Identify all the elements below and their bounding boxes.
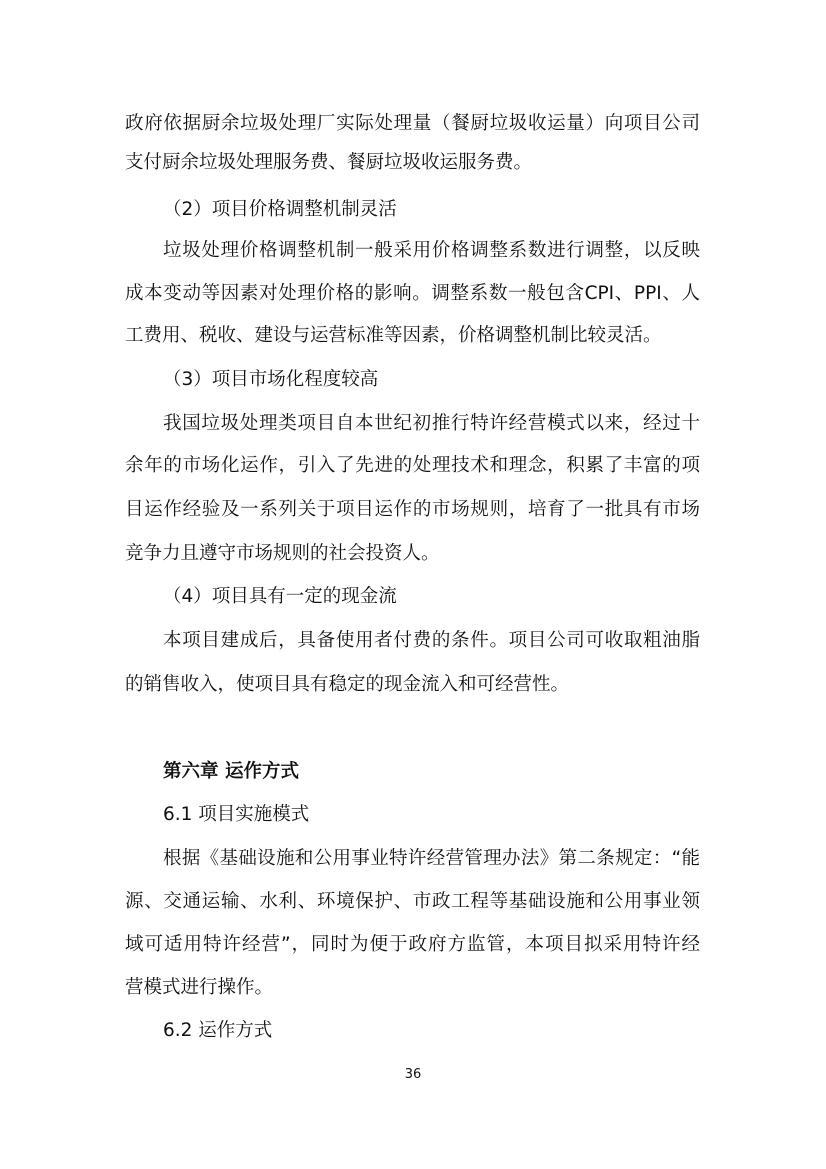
paragraph-line: 我国垃圾处理类项目自本世纪初推行特许经营模式以来，经过十 bbox=[163, 413, 700, 434]
section-heading: 6.2 运作方式 bbox=[163, 1020, 273, 1041]
chapter-heading: 第六章 运作方式 bbox=[163, 761, 299, 782]
paragraph-line: 竞争力且遵守市场规则的社会投资人。 bbox=[125, 543, 440, 564]
paragraph-line: 域可适用特许经营”，同时为便于政府方监管，本项目拟采用特许经 bbox=[125, 934, 700, 955]
paragraph-line: 目运作经验及一系列关于项目运作的市场规则，培育了一批具有市场 bbox=[125, 499, 700, 520]
section-heading: 6.1 项目实施模式 bbox=[163, 804, 310, 825]
paragraph-line: 余年的市场化运作，引入了先进的处理技术和理念，积累了丰富的项 bbox=[125, 455, 700, 476]
subheading: （4）项目具有一定的现金流 bbox=[163, 586, 397, 607]
paragraph-line: 本项目建成后，具备使用者付费的条件。项目公司可收取粗油脂 bbox=[163, 630, 700, 651]
paragraph-line: 根据《基础设施和公用事业特许经营管理办法》第二条规定：“能 bbox=[163, 848, 700, 869]
paragraph-line: 营模式进行操作。 bbox=[125, 977, 274, 998]
paragraph-line: 政府依据厨余垃圾处理厂实际处理量（餐厨垃圾收运量）向项目公司 bbox=[125, 113, 700, 134]
paragraph-line: 源、交通运输、水利、环境保护、市政工程等基础设施和公用事业领 bbox=[125, 891, 700, 912]
subheading: （3）项目市场化程度较高 bbox=[163, 369, 379, 390]
paragraph-line: 垃圾处理价格调整机制一般采用价格调整系数进行调整，以反映 bbox=[163, 240, 700, 261]
paragraph-line: 的销售收入，使项目具有稳定的现金流入和可经营性。 bbox=[125, 674, 570, 695]
paragraph-line: 成本变动等因素对处理价格的影响。调整系数一般包含CPI、PPI、人 bbox=[125, 283, 700, 304]
subheading: （2）项目价格调整机制灵活 bbox=[163, 199, 397, 220]
page-number: 36 bbox=[404, 1067, 422, 1082]
paragraph-line: 支付厨余垃圾处理服务费、餐厨垃圾收运服务费。 bbox=[125, 152, 533, 173]
paragraph-line: 工费用、税收、建设与运营标准等因素，价格调整机制比较灵活。 bbox=[125, 325, 662, 346]
